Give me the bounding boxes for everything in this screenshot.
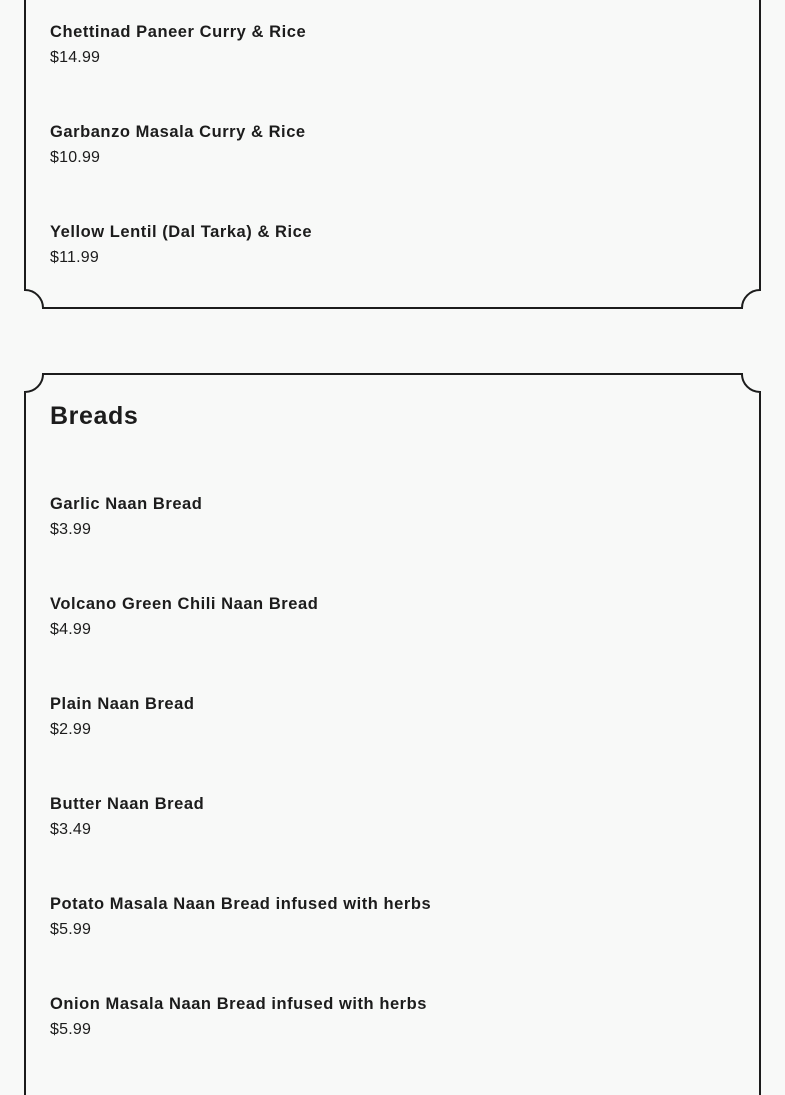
menu-item[interactable] — [50, 200, 710, 300]
menu-item-name: Volcano Green Chili Naan Bread — [50, 595, 319, 613]
section-title: Breads — [50, 402, 139, 430]
menu-item[interactable] — [50, 472, 710, 572]
menu-item-name: Onion Masala Naan Bread infused with herbs — [50, 995, 428, 1013]
menu-item-name: Plain Naan Bread — [50, 695, 195, 713]
menu-item-name: Garlic Naan Bread — [50, 495, 203, 513]
menu-item-price: $3.49 — [50, 821, 92, 838]
menu-item[interactable] — [50, 872, 710, 972]
menu-item-price: $5.99 — [50, 921, 92, 938]
menu-item-list — [50, 0, 710, 300]
menu-item-name: Butter Naan Bread — [50, 795, 205, 813]
menu-item-price: $4.99 — [50, 621, 92, 638]
menu-item-name: Yellow Lentil (Dal Tarka) & Rice — [50, 223, 313, 241]
menu-item[interactable] — [50, 572, 710, 672]
menu-item[interactable] — [50, 100, 710, 200]
menu-item-price: $11.99 — [50, 249, 99, 266]
menu-item-price: $5.99 — [50, 1021, 92, 1038]
menu-item[interactable] — [50, 972, 710, 1072]
menu-item-price: $3.99 — [50, 521, 92, 538]
menu-item[interactable] — [50, 772, 710, 872]
menu-item-price: $14.99 — [50, 49, 101, 66]
menu-item-price: $10.99 — [50, 149, 101, 166]
menu-item[interactable] — [50, 672, 710, 772]
menu-item-price: $2.99 — [50, 721, 92, 738]
menu-section-breads — [0, 372, 785, 1095]
menu-item-name: Potato Masala Naan Bread infused with herbs — [50, 895, 432, 913]
menu-item-list — [50, 472, 710, 1072]
menu-section-curries — [0, 0, 785, 310]
menu-item[interactable] — [50, 0, 710, 100]
menu-item-name: Chettinad Paneer Curry & Rice — [50, 23, 307, 41]
menu-item-name: Garbanzo Masala Curry & Rice — [50, 123, 306, 141]
